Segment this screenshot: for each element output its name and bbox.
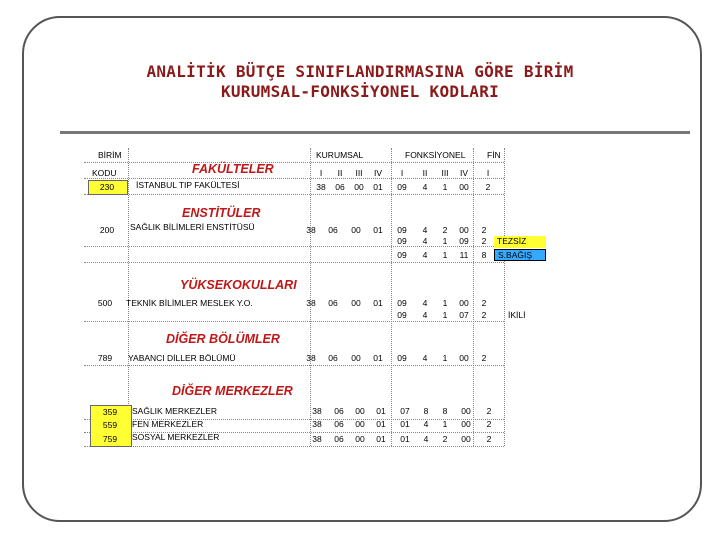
header-roman-f4: IV <box>459 168 469 178</box>
row-559-code: 559 <box>102 420 118 430</box>
header-roman-f1: I <box>400 168 404 178</box>
row-500-f2-1: 09 <box>397 310 407 320</box>
row-500-code: 500 <box>97 298 113 308</box>
row-200-f3-1: 09 <box>397 250 407 260</box>
row-230-k1: 38 <box>316 182 326 192</box>
row-559-fin: 2 <box>486 419 492 429</box>
row-359-f3: 8 <box>442 406 448 416</box>
row-230-k4: 01 <box>373 182 383 192</box>
ikili-tag: İKİLİ <box>508 310 526 320</box>
row-759-f1: 01 <box>400 434 410 444</box>
row-500-f2-4: 07 <box>459 310 469 320</box>
row-559-f1: 01 <box>400 419 410 429</box>
row-200-f3-2: 4 <box>422 250 428 260</box>
row-359-code: 359 <box>102 407 118 417</box>
row-500-f2-2: 4 <box>422 310 428 320</box>
title-line-1: ANALİTİK BÜTÇE SINIFLANDIRMASINA GÖRE BİRİM <box>146 62 574 81</box>
row-500-fin-1: 2 <box>481 298 487 308</box>
row-359-fin: 2 <box>486 406 492 416</box>
row-200-fin-3: 8 <box>481 250 487 260</box>
row-500-k2: 06 <box>328 298 338 308</box>
row-200-k3: 00 <box>351 225 361 235</box>
title-line-2: KURUMSAL-FONKSİYONEL KODLARI <box>220 82 500 101</box>
grid-line <box>391 148 392 446</box>
section-diger-merkezler: DİĞER MERKEZLER <box>172 384 293 398</box>
section-yuksekokullar: YÜKSEKOKULLARI <box>180 278 297 292</box>
row-789-k3: 00 <box>351 353 361 363</box>
grid-line <box>84 365 504 367</box>
row-230-name: İSTANBUL TIP FAKÜLTESİ <box>136 180 240 190</box>
row-500-fin-2: 2 <box>481 310 487 320</box>
grid-line <box>84 321 504 323</box>
row-759-code: 759 <box>102 434 118 444</box>
grid-line <box>504 148 505 446</box>
header-birim: BİRİM <box>98 150 122 160</box>
row-500-k4: 01 <box>373 298 383 308</box>
row-230-fin: 2 <box>485 182 491 192</box>
row-500-f1-1: 09 <box>397 298 407 308</box>
row-200-k2: 06 <box>328 225 338 235</box>
tezsiz-tag: TEZSİZ <box>494 236 546 248</box>
sbagis-tag: S.BAĞIŞ <box>494 249 546 261</box>
row-230-f3: 1 <box>442 182 448 192</box>
row-500-name: TEKNİK BİLİMLER MESLEK Y.O. <box>126 298 253 308</box>
row-500-f1-3: 1 <box>442 298 448 308</box>
row-759-f2: 4 <box>423 434 429 444</box>
title-rule <box>60 131 690 134</box>
grid-line <box>473 148 474 446</box>
row-200-k1: 38 <box>306 225 316 235</box>
row-789-k1: 38 <box>306 353 316 363</box>
section-enstituler: ENSTİTÜLER <box>182 206 261 220</box>
row-559-f2: 4 <box>423 419 429 429</box>
row-200-f2-4: 09 <box>459 236 469 246</box>
grid-line <box>84 194 504 196</box>
header-roman-f2: II <box>422 168 428 178</box>
grid-line <box>84 446 504 448</box>
section-diger-bolumler: DİĞER BÖLÜMLER <box>166 332 280 346</box>
row-789-k4: 01 <box>373 353 383 363</box>
row-359-k3: 00 <box>355 406 365 416</box>
row-359-f4: 00 <box>461 406 471 416</box>
row-789-f2: 4 <box>422 353 428 363</box>
row-559-k2: 06 <box>334 419 344 429</box>
row-200-f3-4: 11 <box>459 250 469 260</box>
header-kodu: KODU <box>92 168 117 178</box>
row-789-f1: 09 <box>397 353 407 363</box>
grid-line <box>84 262 504 264</box>
row-500-f1-4: 00 <box>459 298 469 308</box>
row-200-k4: 01 <box>373 225 383 235</box>
row-559-k4: 01 <box>376 419 386 429</box>
row-759-name: SOSYAL MERKEZLER <box>132 432 220 442</box>
row-789-name: YABANCI DİLLER BÖLÜMÜ <box>128 353 236 363</box>
row-759-k3: 00 <box>355 434 365 444</box>
row-200-code: 200 <box>99 225 115 235</box>
section-fakulteler: FAKÜLTELER <box>192 162 274 176</box>
row-230-f2: 4 <box>422 182 428 192</box>
row-359-k1: 38 <box>312 406 322 416</box>
row-559-f3: 1 <box>442 419 448 429</box>
row-200-name: SAĞLIK BİLİMLERİ ENSTİTÜSÜ <box>130 222 255 232</box>
row-200-f2-1: 09 <box>397 236 407 246</box>
row-559-k1: 38 <box>312 419 322 429</box>
row-759-k1: 38 <box>312 434 322 444</box>
grid-line <box>84 162 504 164</box>
row-359-name: SAĞLIK MERKEZLER <box>132 406 218 416</box>
header-roman-k2: II <box>337 168 343 178</box>
row-200-f1-4: 00 <box>459 225 469 235</box>
row-559-f4: 00 <box>461 419 471 429</box>
row-359-f1: 07 <box>400 406 410 416</box>
row-200-f2-2: 4 <box>422 236 428 246</box>
grid-line <box>310 148 311 446</box>
row-789-f4: 00 <box>459 353 469 363</box>
row-230-code: 230 <box>99 182 115 192</box>
row-500-k3: 00 <box>351 298 361 308</box>
header-roman-f3: III <box>441 168 449 178</box>
row-200-f1-3: 2 <box>442 225 448 235</box>
row-200-f3-3: 1 <box>442 250 448 260</box>
row-759-k4: 01 <box>376 434 386 444</box>
row-230-f1: 09 <box>397 182 407 192</box>
row-359-f2: 8 <box>423 406 429 416</box>
row-359-k4: 01 <box>376 406 386 416</box>
header-roman-k3: III <box>355 168 363 178</box>
row-230-k2: 06 <box>335 182 345 192</box>
row-789-k2: 06 <box>328 353 338 363</box>
row-200-f1-1: 09 <box>397 225 407 235</box>
row-200-fin-1: 2 <box>481 225 487 235</box>
row-500-f2-3: 1 <box>442 310 448 320</box>
row-789-code: 789 <box>97 353 113 363</box>
header-roman-fin: I <box>486 168 490 178</box>
row-359-k2: 06 <box>334 406 344 416</box>
row-789-f3: 1 <box>442 353 448 363</box>
row-759-f4: 00 <box>461 434 471 444</box>
row-559-k3: 00 <box>355 419 365 429</box>
grid-line <box>128 148 129 446</box>
row-559-name: FEN MERKEZLER <box>132 419 204 429</box>
row-500-k1: 38 <box>306 298 316 308</box>
row-200-f2-3: 1 <box>442 236 448 246</box>
header-fin: FİN <box>487 150 501 160</box>
row-230-f4: 00 <box>459 182 469 192</box>
header-roman-k4: IV <box>373 168 383 178</box>
header-fonksiyonel: FONKSİYONEL <box>405 150 466 160</box>
row-789-fin: 2 <box>481 353 487 363</box>
row-230-k3: 00 <box>354 182 364 192</box>
row-759-f3: 2 <box>442 434 448 444</box>
row-200-f1-2: 4 <box>422 225 428 235</box>
row-759-k2: 06 <box>334 434 344 444</box>
row-759-fin: 2 <box>486 434 492 444</box>
header-roman-k1: I <box>319 168 323 178</box>
row-500-f1-2: 4 <box>422 298 428 308</box>
row-200-fin-2: 2 <box>481 236 487 246</box>
header-kurumsal: KURUMSAL <box>316 150 364 160</box>
